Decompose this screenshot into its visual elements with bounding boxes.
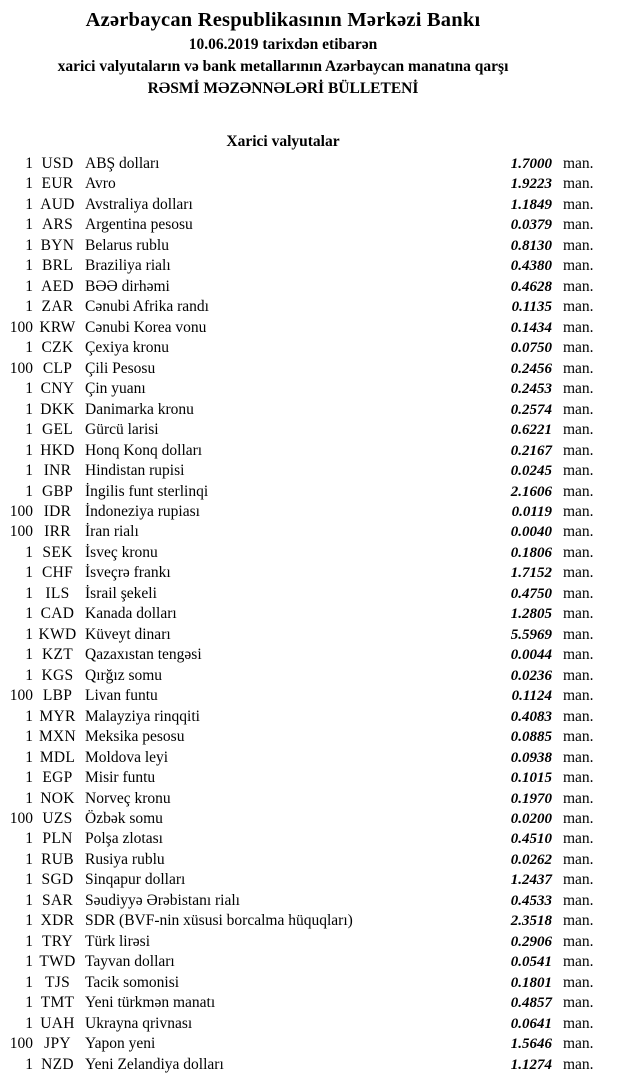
rate-name: Honq Konq dolları bbox=[85, 441, 203, 459]
rate-qty: 1 bbox=[25, 973, 33, 991]
rate-value: 0.0040 bbox=[510, 524, 552, 541]
rate-name: Çexiya kronu bbox=[85, 339, 169, 357]
rate-unit: man. bbox=[563, 236, 594, 254]
rate-value: 0.1135 bbox=[511, 299, 552, 316]
rate-value: 0.0262 bbox=[510, 851, 552, 868]
rate-unit: man. bbox=[563, 462, 594, 480]
rate-unit: man. bbox=[563, 707, 594, 725]
rate-qty: 1 bbox=[25, 871, 33, 889]
rate-value: 0.4533 bbox=[510, 892, 552, 909]
rate-unit: man. bbox=[563, 646, 594, 664]
rate-name: Braziliya rialı bbox=[85, 257, 171, 275]
bank-name-title: Azərbaycan Respublikasının Mərkəzi Bankı bbox=[85, 9, 481, 31]
rate-value: 0.1801 bbox=[510, 974, 552, 991]
rate-row bbox=[0, 215, 620, 235]
rate-row bbox=[0, 870, 620, 890]
rate-qty: 1 bbox=[25, 195, 33, 213]
rate-value: 5.5969 bbox=[510, 626, 552, 643]
rate-unit: man. bbox=[563, 175, 594, 193]
rate-code: MYR bbox=[39, 707, 76, 725]
subject-line: xarici valyutaların və bank metallarının Azərbaycan manatına qarşı bbox=[57, 58, 509, 75]
rate-unit: man. bbox=[563, 830, 594, 848]
rate-code: UZS bbox=[42, 810, 73, 827]
rate-name: Misir funtu bbox=[85, 769, 156, 787]
rate-value: 1.2437 bbox=[510, 872, 552, 889]
rate-unit: man. bbox=[563, 257, 594, 275]
rate-value: 0.2906 bbox=[510, 933, 552, 950]
rate-name: Norveç kronu bbox=[85, 789, 171, 807]
rate-name: Avro bbox=[85, 175, 116, 193]
rate-value: 0.0044 bbox=[510, 647, 552, 664]
rate-name: İsrail şekeli bbox=[85, 584, 157, 602]
rate-name: SDR (BVF-nin xüsusi borcalma hüquqları) bbox=[85, 912, 353, 930]
rate-unit: man. bbox=[563, 728, 594, 746]
rate-value: 0.1806 bbox=[510, 544, 552, 561]
rate-code: INR bbox=[43, 462, 72, 480]
rate-unit: man. bbox=[563, 441, 594, 459]
rate-unit: man. bbox=[563, 625, 594, 643]
rate-row bbox=[0, 584, 620, 604]
rate-value: 1.5646 bbox=[510, 1036, 552, 1053]
rate-value: 0.4628 bbox=[510, 278, 552, 295]
rate-qty: 1 bbox=[25, 932, 33, 950]
rate-unit: man. bbox=[563, 564, 594, 582]
rate-code: CLP bbox=[42, 359, 73, 377]
rate-code: ZAR bbox=[41, 298, 74, 316]
rate-qty: 100 bbox=[9, 523, 33, 541]
rate-qty: 1 bbox=[25, 175, 33, 193]
rate-name: Özbək somu bbox=[85, 810, 163, 827]
rate-row bbox=[0, 891, 620, 911]
rate-row bbox=[0, 502, 620, 522]
rate-name: Türk lirəsi bbox=[85, 932, 150, 950]
rate-code: ARS bbox=[41, 216, 74, 234]
rate-row bbox=[0, 973, 620, 993]
rate-qty: 1 bbox=[25, 236, 33, 254]
rate-unit: man. bbox=[563, 666, 594, 684]
rate-code: KZT bbox=[41, 646, 74, 664]
rate-unit: man. bbox=[563, 523, 594, 541]
rate-value: 0.8130 bbox=[510, 237, 552, 254]
rate-qty: 1 bbox=[25, 748, 33, 766]
rate-unit: man. bbox=[563, 1035, 594, 1053]
rate-qty: 100 bbox=[9, 687, 33, 705]
rate-value: 0.1970 bbox=[510, 790, 552, 807]
rate-qty: 1 bbox=[25, 277, 33, 295]
rate-code: NOK bbox=[40, 789, 75, 807]
rate-name: Hindistan rupisi bbox=[85, 462, 185, 480]
rate-qty: 100 bbox=[9, 810, 33, 827]
rate-qty: 1 bbox=[25, 216, 33, 234]
rate-unit: man. bbox=[563, 789, 594, 807]
rate-name: Yeni Zelandiya dolları bbox=[85, 1055, 224, 1073]
rate-qty: 1 bbox=[25, 482, 33, 500]
rate-value: 0.2453 bbox=[510, 381, 552, 398]
rate-code: TRY bbox=[41, 932, 74, 950]
rate-name: BƏƏ dirhəmi bbox=[85, 277, 170, 295]
rate-name: İndoneziya rupiası bbox=[85, 502, 200, 520]
rate-row bbox=[0, 789, 620, 809]
rate-unit: man. bbox=[563, 400, 594, 418]
rate-value: 2.3518 bbox=[510, 913, 552, 930]
rate-code: CNY bbox=[40, 380, 75, 398]
rate-qty: 1 bbox=[25, 584, 33, 602]
bulletin-header bbox=[0, 0, 566, 100]
rate-row bbox=[0, 236, 620, 256]
rate-qty: 1 bbox=[25, 339, 33, 357]
rate-unit: man. bbox=[563, 994, 594, 1012]
rate-value: 0.1015 bbox=[510, 770, 552, 787]
rate-row bbox=[0, 277, 620, 297]
rate-name: İngilis funt sterlinqi bbox=[85, 482, 209, 500]
section-title-foreign-currencies: Xarici valyutalar bbox=[226, 133, 340, 150]
rate-name: Polşa zlotası bbox=[85, 830, 163, 848]
rate-value: 0.0245 bbox=[510, 463, 552, 480]
rate-qty: 1 bbox=[25, 912, 33, 930]
rate-unit: man. bbox=[563, 502, 594, 520]
rate-unit: man. bbox=[563, 277, 594, 295]
rate-value: 0.4750 bbox=[510, 585, 552, 602]
rate-code: ILS bbox=[45, 584, 70, 602]
rate-value: 0.4510 bbox=[510, 831, 552, 848]
rate-row bbox=[0, 482, 620, 502]
rate-unit: man. bbox=[563, 912, 594, 930]
rate-row bbox=[0, 338, 620, 358]
rate-name: Gürcü larisi bbox=[85, 421, 159, 439]
rate-qty: 1 bbox=[25, 994, 33, 1012]
rate-name: Kanada dolları bbox=[85, 605, 177, 623]
rate-unit: man. bbox=[563, 687, 594, 705]
rate-row bbox=[0, 318, 620, 338]
rate-qty: 1 bbox=[25, 257, 33, 275]
rate-code: EUR bbox=[41, 175, 74, 193]
rate-name: Belarus rublu bbox=[85, 236, 169, 254]
rate-row bbox=[0, 952, 620, 972]
rate-name: ABŞ dolları bbox=[85, 155, 160, 172]
rate-code: SGD bbox=[41, 871, 74, 889]
rate-name: Rusiya rublu bbox=[85, 850, 165, 868]
rate-unit: man. bbox=[563, 810, 594, 827]
rate-unit: man. bbox=[563, 318, 594, 336]
rate-value: 0.0750 bbox=[510, 340, 552, 357]
rate-qty: 1 bbox=[25, 769, 33, 787]
rate-name: Sinqapur dolları bbox=[85, 871, 186, 889]
rate-code: TMT bbox=[40, 994, 75, 1012]
rate-row bbox=[0, 195, 620, 215]
rate-unit: man. bbox=[563, 298, 594, 316]
effective-date-line: 10.06.2019 tarixdən etibarən bbox=[188, 36, 378, 53]
rate-unit: man. bbox=[563, 380, 594, 398]
rate-name: Çin yuanı bbox=[85, 380, 146, 398]
rate-qty: 1 bbox=[25, 543, 33, 561]
rate-row bbox=[0, 461, 620, 481]
rate-code: IDR bbox=[43, 502, 72, 520]
rate-unit: man. bbox=[563, 421, 594, 439]
rate-row bbox=[0, 420, 620, 440]
rate-code: BYN bbox=[40, 236, 75, 254]
rate-code: TJS bbox=[44, 973, 71, 991]
rate-code: MXN bbox=[38, 728, 77, 746]
rate-row bbox=[0, 297, 620, 317]
rate-qty: 1 bbox=[25, 441, 33, 459]
rate-unit: man. bbox=[563, 1014, 594, 1032]
rate-code: NZD bbox=[41, 1055, 74, 1073]
rate-row bbox=[0, 400, 620, 420]
rate-value: 0.6221 bbox=[510, 422, 552, 439]
rate-qty: 1 bbox=[25, 646, 33, 664]
rate-value: 0.0938 bbox=[510, 749, 552, 766]
rate-row bbox=[0, 1055, 620, 1073]
rate-unit: man. bbox=[563, 769, 594, 787]
rate-name: Argentina pesosu bbox=[85, 216, 193, 234]
rate-qty: 100 bbox=[9, 318, 33, 336]
rate-value: 2.1606 bbox=[510, 483, 552, 500]
rate-unit: man. bbox=[563, 584, 594, 602]
rate-value: 0.4083 bbox=[510, 708, 552, 725]
rate-unit: man. bbox=[563, 216, 594, 234]
rate-name: Tayvan dolları bbox=[85, 953, 175, 971]
rate-row bbox=[0, 748, 620, 768]
rate-unit: man. bbox=[563, 543, 594, 561]
rate-name: Küveyt dinarı bbox=[85, 625, 171, 643]
rate-code: JPY bbox=[44, 1035, 71, 1053]
rate-row bbox=[0, 441, 620, 461]
rate-unit: man. bbox=[563, 605, 594, 623]
rates-table-body bbox=[0, 154, 620, 1073]
rate-qty: 1 bbox=[25, 625, 33, 643]
rate-unit: man. bbox=[563, 871, 594, 889]
rate-qty: 1 bbox=[25, 789, 33, 807]
rate-value: 0.0641 bbox=[510, 1015, 552, 1032]
rate-value: 1.2805 bbox=[510, 606, 552, 623]
rate-value: 0.1124 bbox=[511, 688, 552, 705]
rate-name: İsveçrə frankı bbox=[85, 564, 171, 582]
rate-name: Cənubi Afrika randı bbox=[85, 298, 209, 316]
rate-qty: 1 bbox=[25, 728, 33, 746]
rate-code: CZK bbox=[41, 339, 74, 357]
rate-row bbox=[0, 850, 620, 870]
rate-row bbox=[0, 686, 620, 706]
rate-code: LBP bbox=[42, 687, 73, 705]
rate-qty: 100 bbox=[9, 1035, 33, 1053]
rate-unit: man. bbox=[563, 932, 594, 950]
rate-code: RUB bbox=[41, 850, 74, 868]
rate-value: 0.0541 bbox=[510, 954, 552, 971]
rate-name: Moldova leyi bbox=[85, 748, 169, 766]
rate-row bbox=[0, 154, 620, 174]
rate-code: MDL bbox=[39, 748, 76, 766]
rate-qty: 1 bbox=[25, 666, 33, 684]
rate-row bbox=[0, 604, 620, 624]
rate-qty: 1 bbox=[25, 462, 33, 480]
rate-unit: man. bbox=[563, 195, 594, 213]
rate-code: SAR bbox=[41, 891, 74, 909]
rate-code: SEK bbox=[42, 543, 73, 561]
rate-row bbox=[0, 666, 620, 686]
rate-unit: man. bbox=[563, 891, 594, 909]
rate-qty: 1 bbox=[25, 830, 33, 848]
rate-qty: 1 bbox=[25, 298, 33, 316]
rate-qty: 1 bbox=[25, 421, 33, 439]
rate-row bbox=[0, 1034, 620, 1054]
rate-value: 1.7152 bbox=[510, 565, 552, 582]
rate-code: KRW bbox=[39, 318, 76, 336]
rate-name: Danimarka kronu bbox=[85, 400, 194, 418]
rate-value: 1.1849 bbox=[510, 196, 552, 213]
rate-qty: 100 bbox=[9, 359, 33, 377]
rate-value: 0.2167 bbox=[510, 442, 552, 459]
rate-name: Çili Pesosu bbox=[85, 359, 156, 377]
rate-value: 0.0885 bbox=[510, 729, 552, 746]
rate-code: KWD bbox=[38, 625, 77, 643]
rate-row bbox=[0, 911, 620, 931]
rate-name: Qazaxıstan tengəsi bbox=[85, 646, 202, 664]
rate-code: PLN bbox=[42, 830, 73, 848]
rate-code: IRR bbox=[44, 523, 71, 541]
rate-qty: 1 bbox=[25, 891, 33, 909]
rate-row bbox=[0, 379, 620, 399]
rate-name: Malayziya rinqqiti bbox=[85, 707, 200, 725]
rate-row bbox=[0, 543, 620, 563]
rate-qty: 1 bbox=[25, 707, 33, 725]
rate-row bbox=[0, 563, 620, 583]
rate-value: 0.0236 bbox=[510, 667, 552, 684]
rate-unit: man. bbox=[563, 953, 594, 971]
rate-code: XDR bbox=[40, 912, 75, 930]
rate-name: Livan funtu bbox=[85, 687, 158, 705]
rate-value: 0.1434 bbox=[510, 319, 552, 336]
rate-name: Cənubi Korea vonu bbox=[85, 318, 207, 336]
rate-row bbox=[0, 174, 620, 194]
rate-value: 0.2456 bbox=[510, 360, 552, 377]
rate-row bbox=[0, 256, 620, 276]
rate-unit: man. bbox=[563, 748, 594, 766]
rate-code: BRL bbox=[41, 257, 74, 275]
rate-qty: 1 bbox=[25, 605, 33, 623]
rate-unit: man. bbox=[563, 482, 594, 500]
rate-code: UAH bbox=[40, 1014, 75, 1032]
rate-row bbox=[0, 625, 620, 645]
rate-code: USD bbox=[41, 155, 74, 172]
rate-row bbox=[0, 522, 620, 542]
rate-value: 0.4857 bbox=[510, 995, 552, 1012]
rate-qty: 1 bbox=[25, 953, 33, 971]
rate-row bbox=[0, 1014, 620, 1034]
rate-unit: man. bbox=[563, 973, 594, 991]
rate-value: 0.0379 bbox=[510, 217, 552, 234]
rate-code: AED bbox=[41, 277, 74, 295]
rate-unit: man. bbox=[563, 339, 594, 357]
rate-code: CHF bbox=[41, 564, 74, 582]
rate-qty: 1 bbox=[25, 850, 33, 868]
rate-qty: 1 bbox=[25, 380, 33, 398]
rate-value: 0.0119 bbox=[511, 503, 552, 520]
rate-value: 1.7000 bbox=[510, 156, 552, 172]
rate-row bbox=[0, 359, 620, 379]
rate-qty: 1 bbox=[25, 1014, 33, 1032]
rate-name: Səudiyyə Ərəbistanı rialı bbox=[85, 891, 240, 909]
rate-name: Ukrayna qrivnası bbox=[85, 1014, 193, 1032]
rate-unit: man. bbox=[563, 850, 594, 868]
rate-name: Qırğız somu bbox=[85, 666, 163, 684]
rate-value: 0.2574 bbox=[510, 401, 552, 418]
rate-name: Meksika pesosu bbox=[85, 728, 185, 746]
rate-unit: man. bbox=[563, 359, 594, 377]
rate-name: Tacik somonisi bbox=[85, 973, 180, 991]
rate-unit: man. bbox=[563, 1055, 594, 1073]
rate-row bbox=[0, 829, 620, 849]
rate-name: İsveç kronu bbox=[85, 543, 158, 561]
rate-row bbox=[0, 645, 620, 665]
rate-row bbox=[0, 993, 620, 1013]
rate-qty: 1 bbox=[25, 400, 33, 418]
rate-code: DKK bbox=[40, 400, 75, 418]
rate-value: 0.0200 bbox=[510, 811, 552, 827]
rate-row bbox=[0, 727, 620, 747]
rate-code: AUD bbox=[40, 195, 75, 213]
rate-name: Yapon yeni bbox=[85, 1035, 156, 1053]
rate-code: HKD bbox=[40, 441, 75, 459]
rate-qty: 1 bbox=[25, 155, 33, 172]
rate-row bbox=[0, 932, 620, 952]
rate-code: KGS bbox=[41, 666, 74, 684]
rate-name: İran rialı bbox=[85, 523, 139, 541]
rate-code: GEL bbox=[41, 421, 74, 439]
rate-value: 0.4380 bbox=[510, 258, 552, 275]
rate-row bbox=[0, 768, 620, 788]
rate-qty: 1 bbox=[25, 564, 33, 582]
rate-code: TWD bbox=[39, 953, 76, 971]
rate-unit: man. bbox=[563, 155, 594, 172]
rate-name: Avstraliya dolları bbox=[85, 195, 193, 213]
rate-code: EGP bbox=[42, 769, 73, 787]
bulletin-title: RƏSMİ MƏZƏNNƏLƏRİ BÜLLETENİ bbox=[147, 80, 419, 97]
rate-qty: 1 bbox=[25, 1055, 33, 1073]
rate-code: GBP bbox=[41, 482, 74, 500]
rate-code: CAD bbox=[40, 605, 75, 623]
rate-row bbox=[0, 809, 620, 829]
rate-qty: 100 bbox=[9, 502, 33, 520]
rate-value: 1.1274 bbox=[510, 1056, 552, 1073]
rate-name: Yeni türkmən manatı bbox=[85, 994, 216, 1012]
rate-row bbox=[0, 707, 620, 727]
rate-value: 1.9223 bbox=[510, 176, 552, 193]
